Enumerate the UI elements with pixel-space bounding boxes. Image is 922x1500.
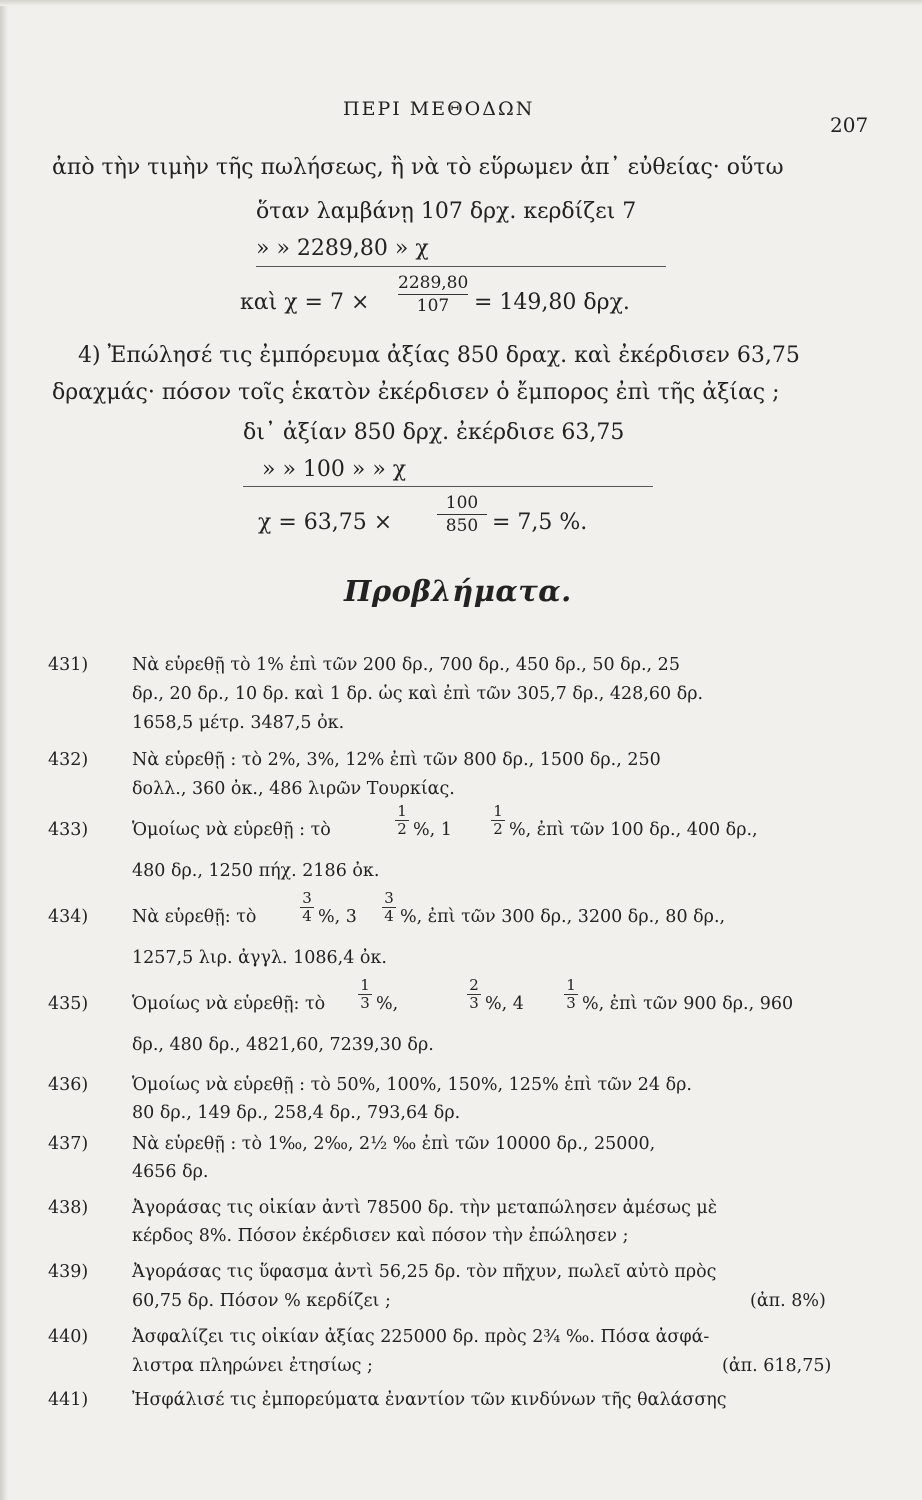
fraction: 1 3 xyxy=(564,977,578,1012)
fraction: 2 3 xyxy=(467,977,481,1012)
problem-440-answer: (ἀπ. 618,75) xyxy=(722,1356,832,1376)
running-header: ΠΕΡΙ ΜΕΘΟΔΩΝ xyxy=(343,98,535,120)
rule-divider xyxy=(256,266,666,267)
problem-439-answer: (ἀπ. 8%) xyxy=(750,1291,826,1311)
problem-436-line-2: 80 δρ., 149 δρ., 258,4 δρ., 793,64 δρ. xyxy=(132,1103,461,1123)
fraction: 1 3 xyxy=(358,977,372,1012)
example-4-line-1: 4) Ἐπώλησέ τις ἐμπόρευμα ἀξίας 850 δραχ. καὶ ἐκέρδισεν 63,75 xyxy=(78,343,800,368)
formula-1-rhs: = 149,80 δρχ. xyxy=(474,290,630,315)
fraction: 3 4 xyxy=(300,890,314,925)
problem-number: 432) xyxy=(48,750,89,770)
problem-440-line-2: λιστρα πληρώνει ἐτησίως ; xyxy=(132,1356,373,1376)
page-number: 207 xyxy=(830,113,869,137)
problem-434-text-a: Νὰ εὑρεθῇ: τὸ xyxy=(132,907,257,927)
problem-437-line-2: 4656 δρ. xyxy=(132,1162,209,1182)
problem-435-text-d: %, ἐπὶ τῶν 900 δρ., 960 xyxy=(582,994,794,1014)
fraction-numerator: 100 xyxy=(445,493,479,513)
fraction-denominator: 107 xyxy=(416,296,450,316)
problem-438-line-1: Ἀγοράσας τις οἰκίαν ἀντὶ 78500 δρ. τὴν μεταπώλησεν ἀμέσως μὲ xyxy=(132,1198,718,1218)
problem-433-text-c: %, ἐπὶ τῶν 100 δρ., 400 δρ., xyxy=(509,820,758,840)
problem-436-line-1: Ὁμοίως νὰ εὑρεθῇ : τὸ 50%, 100%, 150%, 125% ἐπὶ τῶν 24 δρ. xyxy=(132,1075,692,1095)
problem-434-line-2: 1257,5 λιρ. ἀγγλ. 1086,4 ὀκ. xyxy=(132,948,387,968)
fraction-numerator: 2289,80 xyxy=(398,273,469,293)
problem-432-line-1: Νὰ εὑρεθῇ : τὸ 2%, 3%, 12% ἐπὶ τῶν 800 δρ., 1500 δρ., 250 xyxy=(132,750,661,770)
intro-line-1: ἀπὸ τὴν τιμὴν τῆς πωλήσεως, ἢ νὰ τὸ εὕρωμεν ἀπ᾽ εὐθείας· οὕτω xyxy=(52,155,784,180)
example-4-rule-a: δι᾽ ἀξίαν 850 δρχ. ἐκέρδισε 63,75 xyxy=(243,420,625,445)
fraction: 1 2 xyxy=(491,803,505,838)
problem-438-line-2: κέρδος 8%. Πόσον ἐκέρδισεν καὶ πόσον τὴν ἐπώλησεν ; xyxy=(132,1226,629,1246)
intro-rule-a: ὅταν λαμβάνῃ 107 δρχ. κερδίζει 7 xyxy=(256,199,637,224)
fraction: 3 4 xyxy=(382,890,396,925)
problem-435-text-b: %, xyxy=(376,994,399,1014)
formula-2-lhs: χ = 63,75 × xyxy=(258,510,393,535)
problem-number: 433) xyxy=(48,820,89,840)
problem-431-line-3: 1658,5 μέτρ. 3487,5 ὀκ. xyxy=(132,713,345,733)
problem-number: 436) xyxy=(48,1075,89,1095)
problem-number: 439) xyxy=(48,1262,89,1282)
formula-1-fraction xyxy=(398,273,468,316)
problem-439-line-1: Ἀγοράσας τις ὕφασμα ἀντὶ 56,25 δρ. τὸν πῆχυν, πωλεῖ αὐτὸ πρὸς xyxy=(132,1262,717,1282)
problem-434-text-c: %, ἐπὶ τῶν 300 δρ., 3200 δρ., 80 δρ., xyxy=(400,907,726,927)
problem-435-text-c: %, 4 xyxy=(485,994,524,1014)
problem-439-line-2: 60,75 δρ. Πόσον % κερδίζει ; xyxy=(132,1291,391,1311)
intro-rule-b: » » 2289,80 » χ xyxy=(256,236,429,261)
problem-number: 440) xyxy=(48,1327,89,1347)
problem-number: 431) xyxy=(48,655,89,675)
formula-1-lhs: καὶ χ = 7 × xyxy=(240,290,370,315)
problem-433-text-a: Ὁμοίως νὰ εὑρεθῇ : τὸ xyxy=(132,820,331,840)
problem-433-text-b: %, 1 xyxy=(413,820,452,840)
example-4-line-2: δραχμάς· πόσον τοῖς ἑκατὸν ἐκέρδισεν ὁ ἔμπορος ἐπὶ τῆς ἀξίας ; xyxy=(52,380,780,405)
problem-437-line-1: Νὰ εὑρεθῇ : τὸ 1‰, 2‰, 2½ ‰ ἐπὶ τῶν 10000 δρ., 25000, xyxy=(132,1134,656,1154)
problem-435-text-a: Ὁμοίως νὰ εὑρεθῇ: τὸ xyxy=(132,994,326,1014)
problem-number: 434) xyxy=(48,907,89,927)
problem-431-line-2: δρ., 20 δρ., 10 δρ. καὶ 1 δρ. ὡς καὶ ἐπὶ τῶν 305,7 δρ., 428,60 δρ. xyxy=(132,684,704,704)
problem-number: 435) xyxy=(48,994,89,1014)
problem-441-line-1: Ἠσφάλισέ τις ἐμπορεύματα ἐναντίον τῶν κινδύνων τῆς θαλάσσης xyxy=(132,1390,727,1410)
problem-number: 437) xyxy=(48,1134,89,1154)
problem-number: 441) xyxy=(48,1390,89,1410)
problem-440-line-1: Ἀσφαλίζει τις οἰκίαν ἀξίας 225000 δρ. πρὸς 2¾ ‰. Πόσα ἀσφά- xyxy=(132,1327,710,1347)
fraction: 1 2 xyxy=(395,803,409,838)
problem-431-line-1: Νὰ εὑρεθῇ τὸ 1% ἐπὶ τῶν 200 δρ., 700 δρ., 450 δρ., 50 δρ., 25 xyxy=(132,655,680,675)
problem-432-line-2: δολλ., 360 ὀκ., 486 λιρῶν Τουρκίας. xyxy=(132,779,455,799)
problem-number: 438) xyxy=(48,1198,89,1218)
problem-435-line-2: δρ., 480 δρ., 4821,60, 7239,30 δρ. xyxy=(132,1035,434,1055)
formula-2-rhs: = 7,5 %. xyxy=(492,510,588,535)
fraction-bar xyxy=(437,514,487,515)
page-edge-shadow xyxy=(0,0,8,1500)
page-top-shadow xyxy=(0,0,922,6)
fraction-denominator: 850 xyxy=(445,516,479,536)
rule-divider xyxy=(243,486,653,487)
problem-433-line-2: 480 δρ., 1250 πήχ. 2186 ὀκ. xyxy=(132,861,380,881)
section-heading: Προβλήματα. xyxy=(344,574,572,608)
example-4-rule-b: » » 100 » » χ xyxy=(262,457,407,482)
problem-434-text-b: %, 3 xyxy=(318,907,357,927)
fraction-bar xyxy=(398,294,468,295)
formula-2-fraction xyxy=(437,493,487,536)
